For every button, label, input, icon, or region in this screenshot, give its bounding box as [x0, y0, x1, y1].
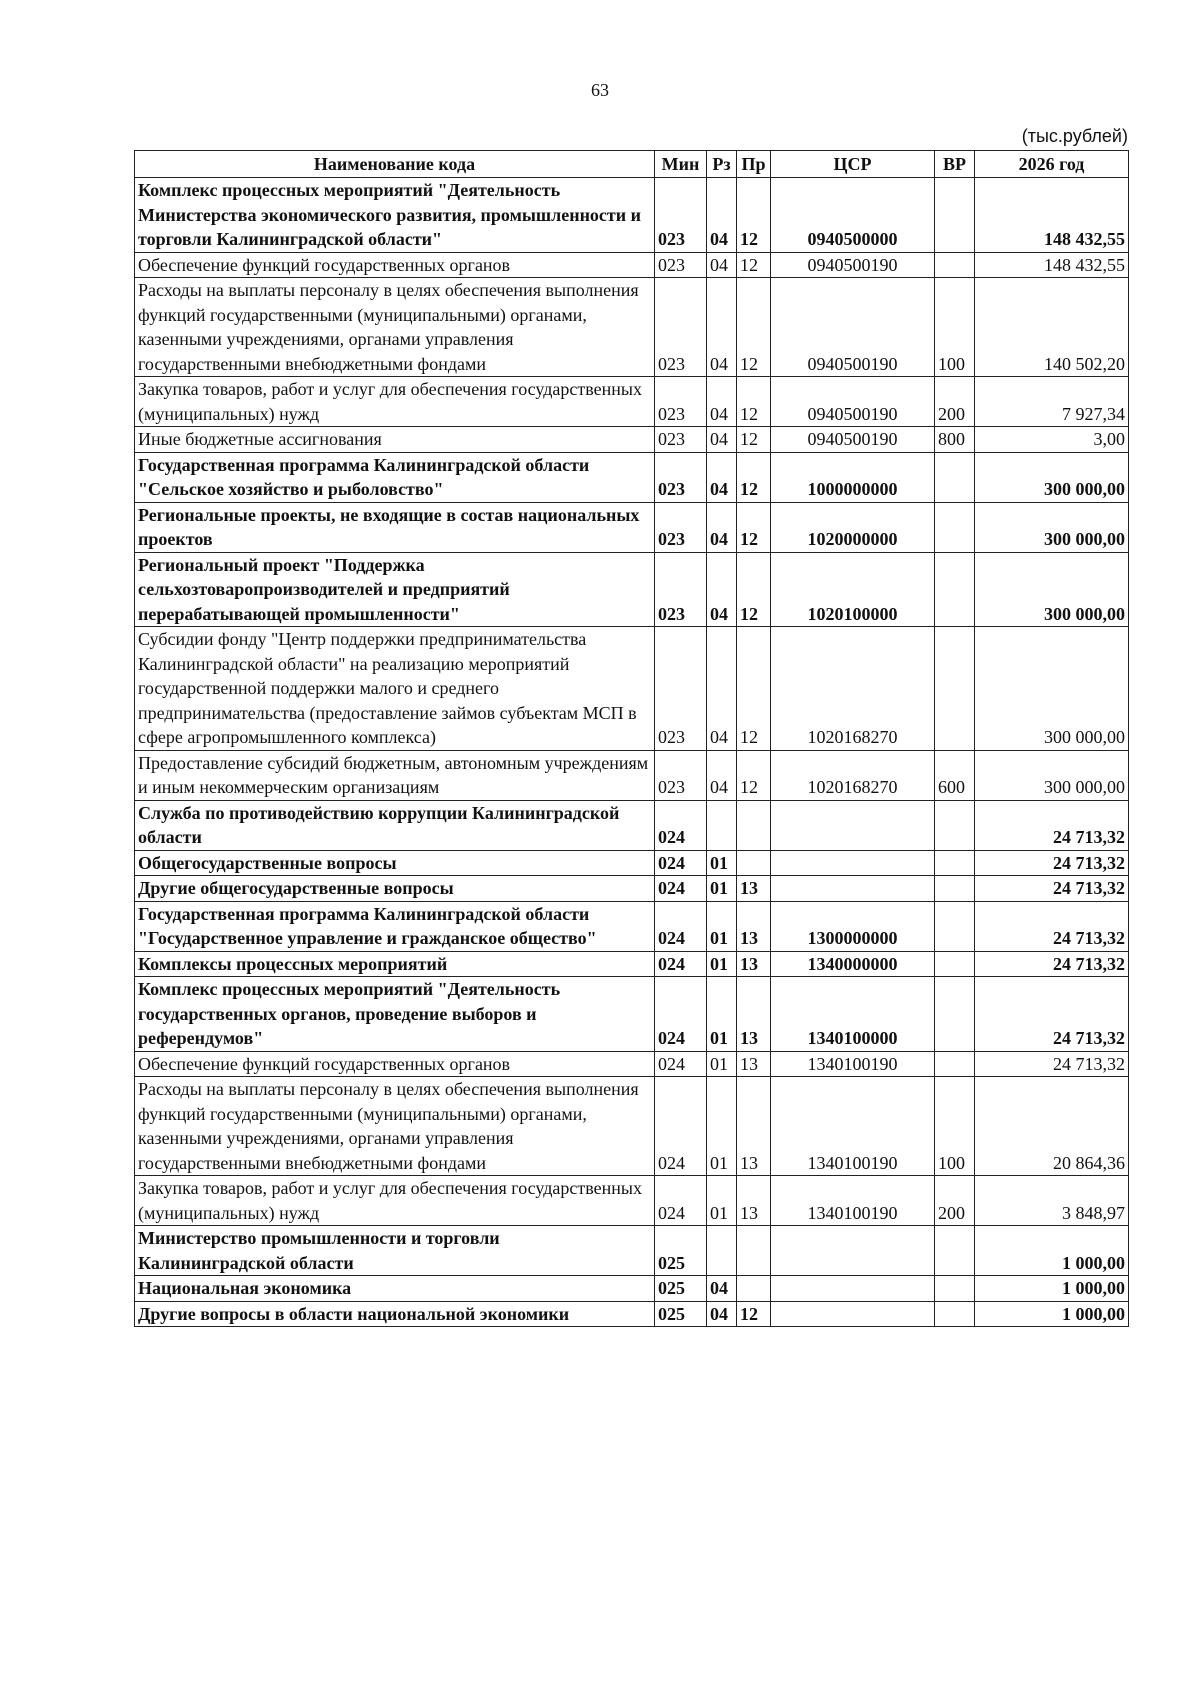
- row-sum: 24 713,32: [975, 1051, 1129, 1077]
- row-min: 023: [655, 278, 707, 377]
- row-sum: 148 432,55: [975, 252, 1129, 278]
- row-csr: [771, 1276, 935, 1302]
- row-csr: [771, 1226, 935, 1276]
- header-rz: Рз: [707, 151, 737, 178]
- row-sum: 24 713,32: [975, 951, 1129, 977]
- row-csr: 0940500190: [771, 427, 935, 453]
- row-name: Комплекс процессных мероприятий "Деятельность государственных органов, проведение выборов и референдумов": [135, 977, 655, 1052]
- row-min: 024: [655, 1176, 707, 1226]
- table-row: [135, 1301, 1129, 1327]
- row-csr: 1020168270: [771, 750, 935, 800]
- table-row: [135, 178, 1129, 253]
- row-rz: 04: [707, 377, 737, 427]
- row-rz: 04: [707, 427, 737, 453]
- row-vr: 200: [935, 377, 975, 427]
- row-name: Государственная программа Калининградской области "Государственное управление и гражданское общество": [135, 901, 655, 951]
- row-rz: 04: [707, 552, 737, 627]
- row-pr: 12: [737, 427, 771, 453]
- row-name: Общегосударственные вопросы: [135, 850, 655, 876]
- row-sum: 300 000,00: [975, 627, 1129, 751]
- row-rz: 01: [707, 1176, 737, 1226]
- table-row: [135, 552, 1129, 627]
- row-vr: 800: [935, 427, 975, 453]
- row-rz: 01: [707, 850, 737, 876]
- row-pr: 13: [737, 1051, 771, 1077]
- row-vr: [935, 502, 975, 552]
- row-min: 025: [655, 1226, 707, 1276]
- row-pr: [737, 850, 771, 876]
- header-sum: 2026 год: [975, 151, 1129, 178]
- row-vr: [935, 252, 975, 278]
- row-pr: 13: [737, 901, 771, 951]
- row-sum: 1 000,00: [975, 1276, 1129, 1302]
- row-pr: 12: [737, 377, 771, 427]
- row-rz: [707, 1226, 737, 1276]
- table-row: [135, 452, 1129, 502]
- row-min: 023: [655, 252, 707, 278]
- header-name: Наименование кода: [135, 151, 655, 178]
- row-sum: 24 713,32: [975, 901, 1129, 951]
- row-rz: 01: [707, 951, 737, 977]
- row-csr: [771, 800, 935, 850]
- row-vr: [935, 552, 975, 627]
- row-name: Министерство промышленности и торговли Калининградской области: [135, 1226, 655, 1276]
- row-min: 023: [655, 750, 707, 800]
- row-csr: 1340100000: [771, 977, 935, 1052]
- table-row: [135, 850, 1129, 876]
- row-rz: 04: [707, 1276, 737, 1302]
- row-csr: 1020168270: [771, 627, 935, 751]
- row-name: Региональные проекты, не входящие в состав национальных проектов: [135, 502, 655, 552]
- table-row: [135, 977, 1129, 1052]
- row-vr: [935, 1276, 975, 1302]
- row-name: Другие вопросы в области национальной экономики: [135, 1301, 655, 1327]
- row-sum: 300 000,00: [975, 502, 1129, 552]
- row-vr: [935, 1226, 975, 1276]
- row-vr: [935, 951, 975, 977]
- row-rz: 01: [707, 1077, 737, 1176]
- row-rz: 04: [707, 750, 737, 800]
- row-pr: 13: [737, 1176, 771, 1226]
- row-rz: 04: [707, 252, 737, 278]
- header-csr: ЦСР: [771, 151, 935, 178]
- row-csr: 0940500190: [771, 252, 935, 278]
- row-name: Комплексы процессных мероприятий: [135, 951, 655, 977]
- row-csr: 1340100190: [771, 1051, 935, 1077]
- row-csr: [771, 876, 935, 902]
- table-row: [135, 1051, 1129, 1077]
- row-min: 025: [655, 1301, 707, 1327]
- row-csr: [771, 850, 935, 876]
- row-csr: 1340100190: [771, 1176, 935, 1226]
- row-sum: 300 000,00: [975, 452, 1129, 502]
- table-row: [135, 1276, 1129, 1302]
- row-rz: 01: [707, 977, 737, 1052]
- row-rz: 01: [707, 1051, 737, 1077]
- row-rz: 01: [707, 876, 737, 902]
- table-row: [135, 876, 1129, 902]
- row-vr: [935, 977, 975, 1052]
- row-rz: 01: [707, 901, 737, 951]
- row-sum: 300 000,00: [975, 552, 1129, 627]
- row-name: Национальная экономика: [135, 1276, 655, 1302]
- row-csr: 0940500000: [771, 178, 935, 253]
- row-csr: 1340000000: [771, 951, 935, 977]
- row-min: 023: [655, 627, 707, 751]
- row-sum: 1 000,00: [975, 1226, 1129, 1276]
- row-vr: [935, 876, 975, 902]
- row-pr: 12: [737, 750, 771, 800]
- table-header-row: [135, 151, 1129, 178]
- table-row: [135, 901, 1129, 951]
- row-sum: 300 000,00: [975, 750, 1129, 800]
- row-pr: 12: [737, 452, 771, 502]
- row-rz: [707, 800, 737, 850]
- row-min: 023: [655, 502, 707, 552]
- row-sum: 24 713,32: [975, 800, 1129, 850]
- row-rz: 04: [707, 502, 737, 552]
- row-csr: 1300000000: [771, 901, 935, 951]
- row-name: Государственная программа Калининградской области "Сельское хозяйство и рыболовство": [135, 452, 655, 502]
- table-row: [135, 627, 1129, 751]
- row-min: 024: [655, 1051, 707, 1077]
- row-vr: 600: [935, 750, 975, 800]
- header-vr: ВР: [935, 151, 975, 178]
- row-pr: 12: [737, 1301, 771, 1327]
- row-name: Закупка товаров, работ и услуг для обеспечения государственных (муниципальных) нужд: [135, 377, 655, 427]
- row-vr: 200: [935, 1176, 975, 1226]
- row-sum: 20 864,36: [975, 1077, 1129, 1176]
- row-pr: 13: [737, 876, 771, 902]
- row-csr: 1020100000: [771, 552, 935, 627]
- row-vr: [935, 178, 975, 253]
- page-number: 63: [591, 80, 609, 100]
- row-csr: 0940500190: [771, 278, 935, 377]
- header-pr: Пр: [737, 151, 771, 178]
- row-pr: 12: [737, 552, 771, 627]
- row-name: Расходы на выплаты персоналу в целях обеспечения выполнения функций государственными (муниципальными) органами, казенными учреждениями, органами управления государственными внебюджетными фондами: [135, 1077, 655, 1176]
- table-row: [135, 800, 1129, 850]
- row-pr: [737, 1226, 771, 1276]
- row-min: 025: [655, 1276, 707, 1302]
- row-vr: [935, 800, 975, 850]
- row-min: 024: [655, 850, 707, 876]
- row-pr: 12: [737, 278, 771, 377]
- table-row: [135, 252, 1129, 278]
- row-min: 023: [655, 427, 707, 453]
- row-name: Обеспечение функций государственных органов: [135, 252, 655, 278]
- table-row: [135, 427, 1129, 453]
- row-csr: 0940500190: [771, 377, 935, 427]
- row-min: 024: [655, 1077, 707, 1176]
- units-label: (тыс.рублей): [1021, 126, 1128, 146]
- row-name: Закупка товаров, работ и услуг для обеспечения государственных (муниципальных) нужд: [135, 1176, 655, 1226]
- row-min: 023: [655, 452, 707, 502]
- row-vr: [935, 850, 975, 876]
- row-csr: [771, 1301, 935, 1327]
- row-pr: 12: [737, 627, 771, 751]
- table-row: [135, 1077, 1129, 1176]
- budget-table: [134, 150, 1129, 1327]
- row-name: Субсидии фонду "Центр поддержки предпринимательства Калининградской области" на реализацию мероприятий государственной поддержки малого и среднего предпринимательства (предоставление займов субъектам МСП в сфере агропромышленного комплекса): [135, 627, 655, 751]
- row-pr: [737, 800, 771, 850]
- row-min: 024: [655, 901, 707, 951]
- row-name: Региональный проект "Поддержка сельхозтоваропроизводителей и предприятий перерабатывающей промышленности": [135, 552, 655, 627]
- row-min: 024: [655, 876, 707, 902]
- row-sum: 1 000,00: [975, 1301, 1129, 1327]
- row-min: 024: [655, 800, 707, 850]
- header-min: Мин: [655, 151, 707, 178]
- row-vr: [935, 1051, 975, 1077]
- row-name: Предоставление субсидий бюджетным, автономным учреждениям и иным некоммерческим организациям: [135, 750, 655, 800]
- row-name: Комплекс процессных мероприятий "Деятельность Министерства экономического развития, промышленности и торговли Калининградской области": [135, 178, 655, 253]
- row-sum: 24 713,32: [975, 876, 1129, 902]
- row-vr: [935, 1301, 975, 1327]
- row-csr: 1000000000: [771, 452, 935, 502]
- row-rz: 04: [707, 627, 737, 751]
- row-sum: 140 502,20: [975, 278, 1129, 377]
- row-name: Обеспечение функций государственных органов: [135, 1051, 655, 1077]
- row-vr: [935, 901, 975, 951]
- table-row: [135, 1176, 1129, 1226]
- row-pr: 13: [737, 977, 771, 1052]
- row-pr: [737, 1276, 771, 1302]
- table-row: [135, 502, 1129, 552]
- row-csr: 1020000000: [771, 502, 935, 552]
- table-row: [135, 750, 1129, 800]
- table-row: [135, 377, 1129, 427]
- row-vr: 100: [935, 1077, 975, 1176]
- row-vr: [935, 452, 975, 502]
- row-name: Иные бюджетные ассигнования: [135, 427, 655, 453]
- row-min: 024: [655, 951, 707, 977]
- row-name: Служба по противодействию коррупции Калининградской области: [135, 800, 655, 850]
- row-sum: 24 713,32: [975, 977, 1129, 1052]
- row-min: 023: [655, 377, 707, 427]
- row-rz: 04: [707, 178, 737, 253]
- row-sum: 24 713,32: [975, 850, 1129, 876]
- row-name: Другие общегосударственные вопросы: [135, 876, 655, 902]
- table-row: [135, 1226, 1129, 1276]
- row-min: 023: [655, 552, 707, 627]
- row-pr: 12: [737, 178, 771, 253]
- row-pr: 13: [737, 1077, 771, 1176]
- row-sum: 3 848,97: [975, 1176, 1129, 1226]
- row-csr: 1340100190: [771, 1077, 935, 1176]
- row-min: 024: [655, 977, 707, 1052]
- row-pr: 13: [737, 951, 771, 977]
- row-name: Расходы на выплаты персоналу в целях обеспечения выполнения функций государственными (муниципальными) органами, казенными учреждениями, органами управления государственными внебюджетными фондами: [135, 278, 655, 377]
- table-row: [135, 951, 1129, 977]
- table-row: [135, 278, 1129, 377]
- row-rz: 04: [707, 278, 737, 377]
- row-pr: 12: [737, 252, 771, 278]
- row-rz: 04: [707, 452, 737, 502]
- row-pr: 12: [737, 502, 771, 552]
- row-sum: 7 927,34: [975, 377, 1129, 427]
- row-vr: 100: [935, 278, 975, 377]
- row-vr: [935, 627, 975, 751]
- row-sum: 3,00: [975, 427, 1129, 453]
- row-rz: 04: [707, 1301, 737, 1327]
- row-min: 023: [655, 178, 707, 253]
- row-sum: 148 432,55: [975, 178, 1129, 253]
